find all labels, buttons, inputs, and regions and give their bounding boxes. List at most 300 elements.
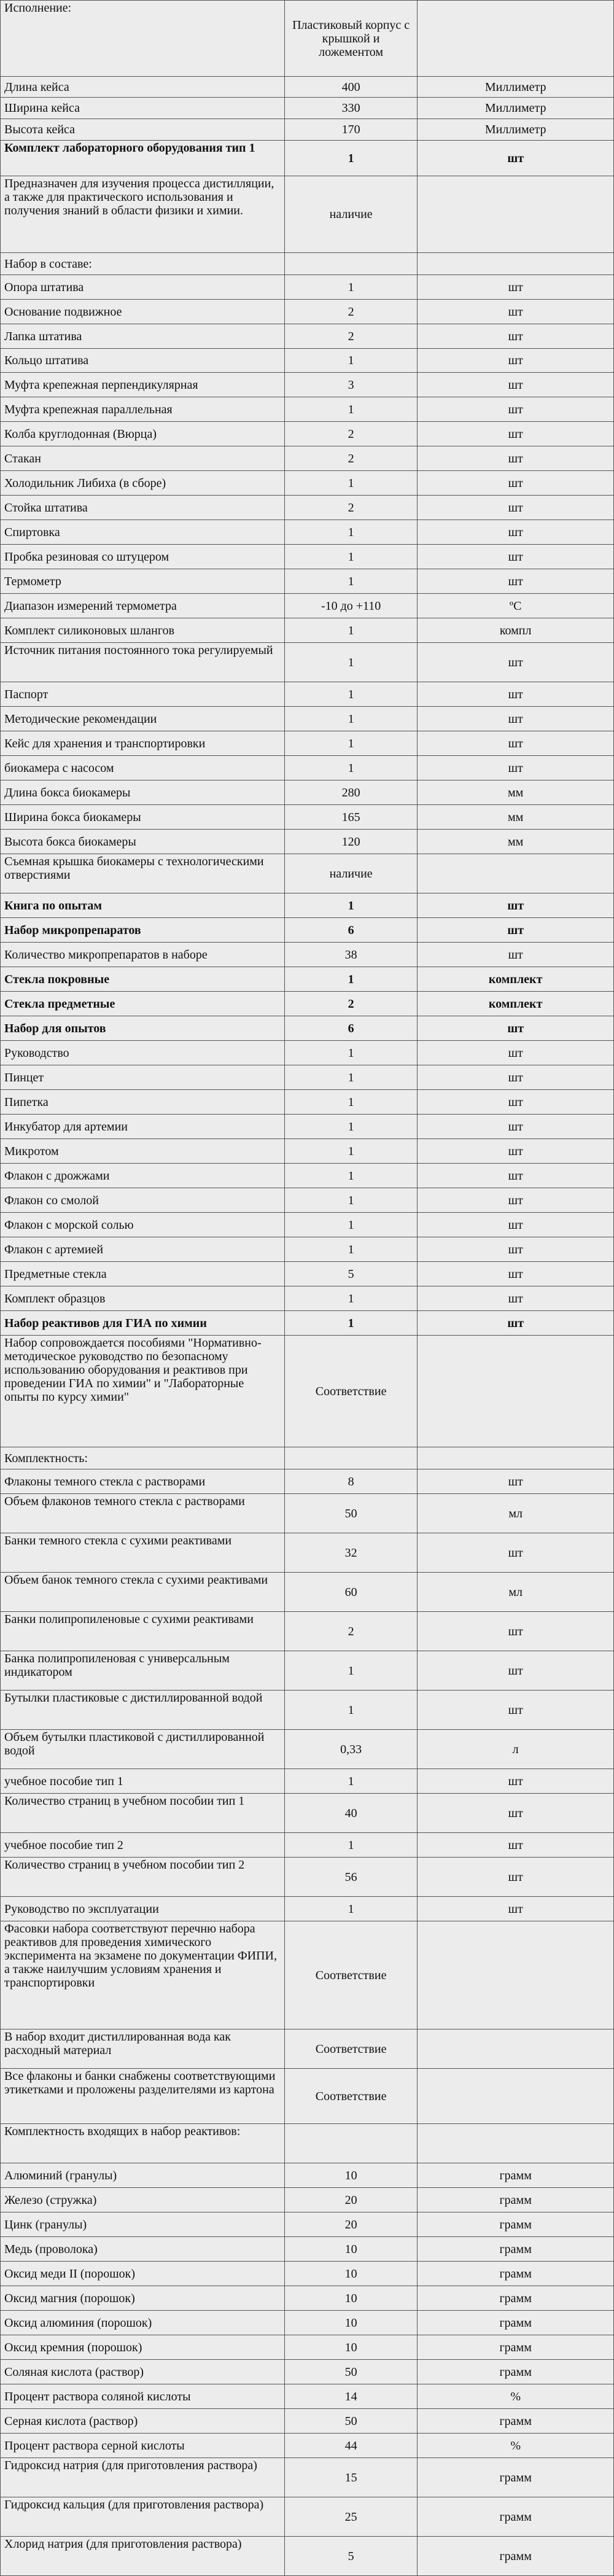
row-unit-cell: шт [418, 349, 614, 373]
table-row [1, 2458, 614, 2497]
row-value-cell: 50 [284, 1494, 417, 1533]
row-unit-cell: шт [418, 1065, 614, 1090]
row-value-cell: 1 [284, 731, 417, 756]
row-name-cell: Все флаконы и банки снабжены соответствующими этикетками и проложены разделителями из картона [1, 2069, 285, 2124]
row-name-cell: Набор в составе: [1, 253, 285, 275]
row-unit-cell: грамм [418, 2409, 614, 2434]
row-value-cell: 1 [284, 1833, 417, 1858]
row-value-cell: 2 [284, 422, 417, 446]
row-unit-cell: шт [418, 1115, 614, 1139]
row-value-cell: 50 [284, 2409, 417, 2434]
row-name-cell: Комплектность входящих в набор реактивов: [1, 2124, 285, 2163]
row-value-cell: 14 [284, 2384, 417, 2409]
row-name-cell: Цинк (гранулы) [1, 2212, 285, 2237]
table-row [1, 731, 614, 756]
row-unit-cell: шт [418, 918, 614, 943]
row-name-cell: Руководство по эксплуатации [1, 1897, 285, 1921]
row-name-cell: Флаконы темного стекла с растворами [1, 1469, 285, 1494]
row-name-cell: Оксид кремния (порошок) [1, 2335, 285, 2360]
row-unit-cell: Миллиметр [418, 98, 614, 119]
row-value-cell: 170 [284, 119, 417, 141]
table-row [1, 1921, 614, 2029]
table-row [1, 1115, 614, 1139]
table-row [1, 545, 614, 569]
row-unit-cell: шт [418, 1311, 614, 1336]
table-row [1, 2537, 614, 2576]
row-value-cell: 1 [284, 618, 417, 643]
table-row [1, 373, 614, 397]
row-value-cell: 1 [284, 1041, 417, 1065]
table-row [1, 1533, 614, 1573]
row-unit-cell: шт [418, 1262, 614, 1286]
table-row [1, 1651, 614, 1691]
row-unit-cell [418, 1336, 614, 1447]
table-row [1, 1090, 614, 1115]
row-value-cell: 20 [284, 2188, 417, 2212]
row-value-cell: 10 [284, 2286, 417, 2311]
row-name-cell: Длина кейса [1, 77, 285, 98]
row-name-cell: Фасовки набора соответствуют перечню набора реактивов для проведения химического эксперимента на экзамене по документации ФИПИ, а также наилучшим условиям хранения и транспортировки [1, 1921, 285, 2029]
row-unit-cell: шт [418, 569, 614, 594]
row-unit-cell [418, 253, 614, 275]
row-name-cell: Количество страниц в учебном пособии тип 1 [1, 1794, 285, 1833]
table-row [1, 805, 614, 830]
row-value-cell: 5 [284, 1262, 417, 1286]
table-row [1, 1016, 614, 1041]
table-row [1, 1447, 614, 1469]
row-unit-cell [418, 2124, 614, 2163]
table-row [1, 2384, 614, 2409]
row-value-cell: -10 до +110 [284, 594, 417, 618]
row-unit-cell: грамм [418, 2262, 614, 2286]
row-unit-cell: шт [418, 141, 614, 176]
table-row [1, 893, 614, 918]
row-value-cell: 0,33 [284, 1730, 417, 1769]
row-value-cell: 10 [284, 2311, 417, 2335]
table-row [1, 1612, 614, 1651]
row-unit-cell: шт [418, 1769, 614, 1794]
row-name-cell: биокамера с насосом [1, 756, 285, 780]
row-value-cell: 1 [284, 397, 417, 422]
table-row [1, 1286, 614, 1311]
row-unit-cell: шт [418, 1041, 614, 1065]
row-name-cell: Предметные стекла [1, 1262, 285, 1286]
table-row [1, 1469, 614, 1494]
table-row [1, 397, 614, 422]
row-unit-cell: шт [418, 682, 614, 707]
row-value-cell: 10 [284, 2237, 417, 2262]
row-name-cell: Высота кейса [1, 119, 285, 141]
row-unit-cell: шт [418, 707, 614, 731]
row-value-cell: 1 [284, 682, 417, 707]
row-value-cell: Соответствие [284, 1921, 417, 2029]
row-unit-cell: шт [418, 496, 614, 520]
row-value-cell: 2 [284, 324, 417, 349]
table-row [1, 119, 614, 141]
row-name-cell: Комплектность: [1, 1447, 285, 1469]
row-name-cell: В набор входит дистиллированная вода как расходный материал [1, 2029, 285, 2069]
table-row [1, 1573, 614, 1612]
row-name-cell: Лапка штатива [1, 324, 285, 349]
row-unit-cell: шт [418, 520, 614, 545]
row-name-cell: Набор реактивов для ГИА по химии [1, 1311, 285, 1336]
row-value-cell [284, 253, 417, 275]
table-row [1, 2262, 614, 2286]
row-value-cell: 2 [284, 446, 417, 471]
row-name-cell: Медь (проволока) [1, 2237, 285, 2262]
row-unit-cell: шт [418, 300, 614, 324]
row-name-cell: Комплект силиконовых шлангов [1, 618, 285, 643]
row-name-cell: Холодильник Либиха (в сборе) [1, 471, 285, 496]
table-row [1, 2434, 614, 2458]
row-name-cell: Книга по опытам [1, 893, 285, 918]
row-name-cell: Пипетка [1, 1090, 285, 1115]
table-row [1, 1164, 614, 1188]
row-unit-cell: комплект [418, 967, 614, 992]
row-unit-cell [418, 2029, 614, 2069]
row-unit-cell: шт [418, 643, 614, 682]
row-value-cell: 44 [284, 2434, 417, 2458]
row-name-cell: Исполнение: [1, 1, 285, 77]
row-value-cell: 1 [284, 707, 417, 731]
table-row [1, 253, 614, 275]
row-value-cell: 2 [284, 496, 417, 520]
row-name-cell: Флакон с артемией [1, 1237, 285, 1262]
row-name-cell: Кейс для хранения и транспортировки [1, 731, 285, 756]
table-row [1, 2069, 614, 2124]
row-unit-cell: мм [418, 805, 614, 830]
row-name-cell: Флакон с дрожжами [1, 1164, 285, 1188]
table-row [1, 569, 614, 594]
row-value-cell: 10 [284, 2163, 417, 2188]
row-value-cell: 1 [284, 1164, 417, 1188]
row-name-cell: Флакон со смолой [1, 1188, 285, 1213]
table-row [1, 967, 614, 992]
row-value-cell: Соответствие [284, 1336, 417, 1447]
row-name-cell: Объем бутылки пластиковой с дистиллированной водой [1, 1730, 285, 1769]
row-unit-cell: шт [418, 1188, 614, 1213]
table-row [1, 2360, 614, 2384]
row-unit-cell: шт [418, 1164, 614, 1188]
row-name-cell: Термометр [1, 569, 285, 594]
row-name-cell: Диапазон измерений термометра [1, 594, 285, 618]
row-value-cell: 1 [284, 643, 417, 682]
row-unit-cell: шт [418, 324, 614, 349]
row-unit-cell [418, 1447, 614, 1469]
row-name-cell: Опора штатива [1, 275, 285, 300]
table-row [1, 854, 614, 893]
row-value-cell: 2 [284, 992, 417, 1016]
row-unit-cell: шт [418, 1213, 614, 1237]
row-unit-cell: Миллиметр [418, 77, 614, 98]
row-value-cell: 20 [284, 2212, 417, 2237]
row-unit-cell: Миллиметр [418, 119, 614, 141]
row-value-cell: 1 [284, 1311, 417, 1336]
table-row [1, 707, 614, 731]
row-name-cell: Процент раствора соляной кислоты [1, 2384, 285, 2409]
table-row [1, 2029, 614, 2069]
row-value-cell: наличие [284, 854, 417, 893]
row-unit-cell: ºС [418, 594, 614, 618]
row-name-cell: Съемная крышка биокамеры с технологическими отверстиями [1, 854, 285, 893]
row-name-cell: Стойка штатива [1, 496, 285, 520]
table-row [1, 780, 614, 805]
row-name-cell: Стекла предметные [1, 992, 285, 1016]
row-unit-cell: мл [418, 1494, 614, 1533]
row-unit-cell: компл [418, 618, 614, 643]
row-name-cell: Оксид магния (порошок) [1, 2286, 285, 2311]
row-name-cell: Стекла покровные [1, 967, 285, 992]
row-unit-cell: шт [418, 446, 614, 471]
row-value-cell: 1 [284, 471, 417, 496]
row-value-cell: 1 [284, 1090, 417, 1115]
row-unit-cell: шт [418, 1897, 614, 1921]
row-value-cell: 1 [284, 520, 417, 545]
row-unit-cell [418, 854, 614, 893]
row-value-cell: 1 [284, 1691, 417, 1730]
row-value-cell: Соответствие [284, 2029, 417, 2069]
row-name-cell: Количество страниц в учебном пособии тип 2 [1, 1858, 285, 1897]
row-unit-cell: шт [418, 756, 614, 780]
table-row [1, 2124, 614, 2163]
row-name-cell: Руководство [1, 1041, 285, 1065]
row-name-cell: Оксид меди II (порошок) [1, 2262, 285, 2286]
row-unit-cell: шт [418, 422, 614, 446]
table-row [1, 1, 614, 77]
table-row [1, 1336, 614, 1447]
row-value-cell: 1 [284, 349, 417, 373]
row-value-cell: 56 [284, 1858, 417, 1897]
row-unit-cell: шт [418, 1469, 614, 1494]
row-name-cell: Оксид алюминия (порошок) [1, 2311, 285, 2335]
table-row [1, 520, 614, 545]
row-unit-cell: грамм [418, 2360, 614, 2384]
row-unit-cell: грамм [418, 2311, 614, 2335]
row-unit-cell: шт [418, 1794, 614, 1833]
table-row [1, 1262, 614, 1286]
row-name-cell: Пробка резиновая со штуцером [1, 545, 285, 569]
table-row [1, 682, 614, 707]
row-unit-cell: грамм [418, 2537, 614, 2576]
table-row [1, 830, 614, 854]
row-value-cell: 40 [284, 1794, 417, 1833]
row-value-cell: 1 [284, 1651, 417, 1691]
table-row [1, 1139, 614, 1164]
row-value-cell: 1 [284, 1139, 417, 1164]
row-name-cell: Комплект образцов [1, 1286, 285, 1311]
table-row [1, 2163, 614, 2188]
row-value-cell: 50 [284, 2360, 417, 2384]
row-unit-cell: шт [418, 893, 614, 918]
row-name-cell: Колба круглодонная (Вюрца) [1, 422, 285, 446]
table-row [1, 756, 614, 780]
row-name-cell: Методические рекомендации [1, 707, 285, 731]
row-value-cell: 400 [284, 77, 417, 98]
table-row [1, 618, 614, 643]
table-row [1, 176, 614, 253]
row-unit-cell: шт [418, 1691, 614, 1730]
row-value-cell [284, 1447, 417, 1469]
row-value-cell: 1 [284, 1065, 417, 1090]
table-row [1, 349, 614, 373]
row-name-cell: Ширина кейса [1, 98, 285, 119]
table-row [1, 1858, 614, 1897]
table-row [1, 594, 614, 618]
row-unit-cell: шт [418, 471, 614, 496]
table-row [1, 275, 614, 300]
table-row [1, 98, 614, 119]
row-unit-cell: шт [418, 1858, 614, 1897]
row-value-cell: 5 [284, 2537, 417, 2576]
row-unit-cell: грамм [418, 2335, 614, 2360]
row-value-cell: 165 [284, 805, 417, 830]
row-name-cell: Кольцо штатива [1, 349, 285, 373]
table-row [1, 1691, 614, 1730]
row-unit-cell: шт [418, 1533, 614, 1573]
row-value-cell: 1 [284, 275, 417, 300]
row-value-cell: 1 [284, 1286, 417, 1311]
row-unit-cell: комплект [418, 992, 614, 1016]
row-name-cell: Источник питания постоянного тока регулируемый [1, 643, 285, 682]
table-row [1, 496, 614, 520]
row-name-cell: Серная кислота (раствор) [1, 2409, 285, 2434]
row-name-cell: Бутылки пластиковые с дистиллированной водой [1, 1691, 285, 1730]
row-value-cell: 1 [284, 1188, 417, 1213]
table-row [1, 1494, 614, 1533]
row-value-cell: 10 [284, 2262, 417, 2286]
row-value-cell: 2 [284, 1612, 417, 1651]
row-unit-cell: грамм [418, 2212, 614, 2237]
row-name-cell: Комплект лабораторного оборудования тип 1 [1, 141, 285, 176]
table-row [1, 1730, 614, 1769]
row-name-cell: Флакон с морской солью [1, 1213, 285, 1237]
row-unit-cell: грамм [418, 2163, 614, 2188]
row-value-cell: 1 [284, 1115, 417, 1139]
row-unit-cell: шт [418, 397, 614, 422]
row-name-cell: Пинцет [1, 1065, 285, 1090]
row-unit-cell: % [418, 2434, 614, 2458]
row-name-cell: Муфта крепежная перпендикулярная [1, 373, 285, 397]
row-name-cell: Соляная кислота (раствор) [1, 2360, 285, 2384]
row-unit-cell: мл [418, 1573, 614, 1612]
table-row [1, 2188, 614, 2212]
row-unit-cell: л [418, 1730, 614, 1769]
row-unit-cell: грамм [418, 2458, 614, 2497]
row-unit-cell [418, 1921, 614, 2029]
row-unit-cell: мм [418, 780, 614, 805]
row-unit-cell: мм [418, 830, 614, 854]
row-unit-cell: грамм [418, 2188, 614, 2212]
row-name-cell: Гидроксид натрия (для приготовления раствора) [1, 2458, 285, 2497]
row-name-cell: Банки полипропиленовые с сухими реактивами [1, 1612, 285, 1651]
row-value-cell: 60 [284, 1573, 417, 1612]
table-row [1, 1041, 614, 1065]
row-value-cell: 120 [284, 830, 417, 854]
row-unit-cell: шт [418, 1237, 614, 1262]
table-row [1, 992, 614, 1016]
row-value-cell: 1 [284, 1897, 417, 1921]
table-row [1, 2286, 614, 2311]
row-unit-cell: шт [418, 545, 614, 569]
row-value-cell: 6 [284, 918, 417, 943]
row-value-cell: 25 [284, 2497, 417, 2537]
row-name-cell: Спиртовка [1, 520, 285, 545]
table-row [1, 1065, 614, 1090]
table-row [1, 918, 614, 943]
row-name-cell: Банки темного стекла с сухими реактивами [1, 1533, 285, 1573]
row-value-cell: 1 [284, 756, 417, 780]
table-row [1, 2335, 614, 2360]
row-name-cell: Банка полипропиленовая с универсальным индикатором [1, 1651, 285, 1691]
table-row [1, 300, 614, 324]
row-name-cell: Объем банок темного стекла с сухими реактивами [1, 1573, 285, 1612]
row-value-cell: 1 [284, 893, 417, 918]
row-value-cell: 15 [284, 2458, 417, 2497]
table-row [1, 2409, 614, 2434]
row-name-cell: Паспорт [1, 682, 285, 707]
row-name-cell: Хлорид натрия (для приготовления раствора) [1, 2537, 285, 2576]
table-row [1, 1188, 614, 1213]
row-unit-cell: шт [418, 275, 614, 300]
row-name-cell: Количество микропрепаратов в наборе [1, 943, 285, 967]
row-unit-cell: шт [418, 373, 614, 397]
row-name-cell: Набор микропрепаратов [1, 918, 285, 943]
row-value-cell: 1 [284, 141, 417, 176]
row-value-cell: Соответствие [284, 2069, 417, 2124]
row-name-cell: Высота бокса биокамеры [1, 830, 285, 854]
row-value-cell [284, 2124, 417, 2163]
row-name-cell: Объем флаконов темного стекла с растворами [1, 1494, 285, 1533]
row-value-cell: 1 [284, 1769, 417, 1794]
row-value-cell: 280 [284, 780, 417, 805]
row-unit-cell: шт [418, 943, 614, 967]
row-value-cell: 1 [284, 569, 417, 594]
row-value-cell: 32 [284, 1533, 417, 1573]
row-value-cell: Пластиковый корпус с крышкой и ложементом [284, 1, 417, 77]
row-name-cell: Набор для опытов [1, 1016, 285, 1041]
table-row [1, 77, 614, 98]
table-row [1, 446, 614, 471]
row-unit-cell: грамм [418, 2497, 614, 2537]
table-row [1, 2212, 614, 2237]
table-row [1, 943, 614, 967]
table-row [1, 422, 614, 446]
specification-table-body [1, 1, 614, 2576]
table-row [1, 471, 614, 496]
row-unit-cell: шт [418, 731, 614, 756]
row-name-cell: Процент раствора серной кислоты [1, 2434, 285, 2458]
row-name-cell: Предназначен для изучения процесса дистилляции, а также для практического использования и получения знаний в области физики и химии. [1, 176, 285, 253]
row-name-cell: учебное пособие тип 1 [1, 1769, 285, 1794]
table-row [1, 1311, 614, 1336]
table-row [1, 324, 614, 349]
table-row [1, 1833, 614, 1858]
row-unit-cell: шт [418, 1090, 614, 1115]
row-unit-cell: шт [418, 1833, 614, 1858]
row-value-cell: 10 [284, 2335, 417, 2360]
row-name-cell: Набор сопровождается пособиями "Нормативно-методическое руководство по безопасному использованию оборудования и реактивов при проведении ГИА по химии" и "Лабораторные опыты по курсу химии" [1, 1336, 285, 1447]
row-value-cell: 2 [284, 300, 417, 324]
row-name-cell: Железо (стружка) [1, 2188, 285, 2212]
row-unit-cell: % [418, 2384, 614, 2409]
row-name-cell: Основание подвижное [1, 300, 285, 324]
row-name-cell: Ширина бокса биокамеры [1, 805, 285, 830]
row-unit-cell [418, 176, 614, 253]
row-unit-cell [418, 2069, 614, 2124]
row-value-cell: 1 [284, 1237, 417, 1262]
table-row [1, 2311, 614, 2335]
row-unit-cell: шт [418, 1651, 614, 1691]
